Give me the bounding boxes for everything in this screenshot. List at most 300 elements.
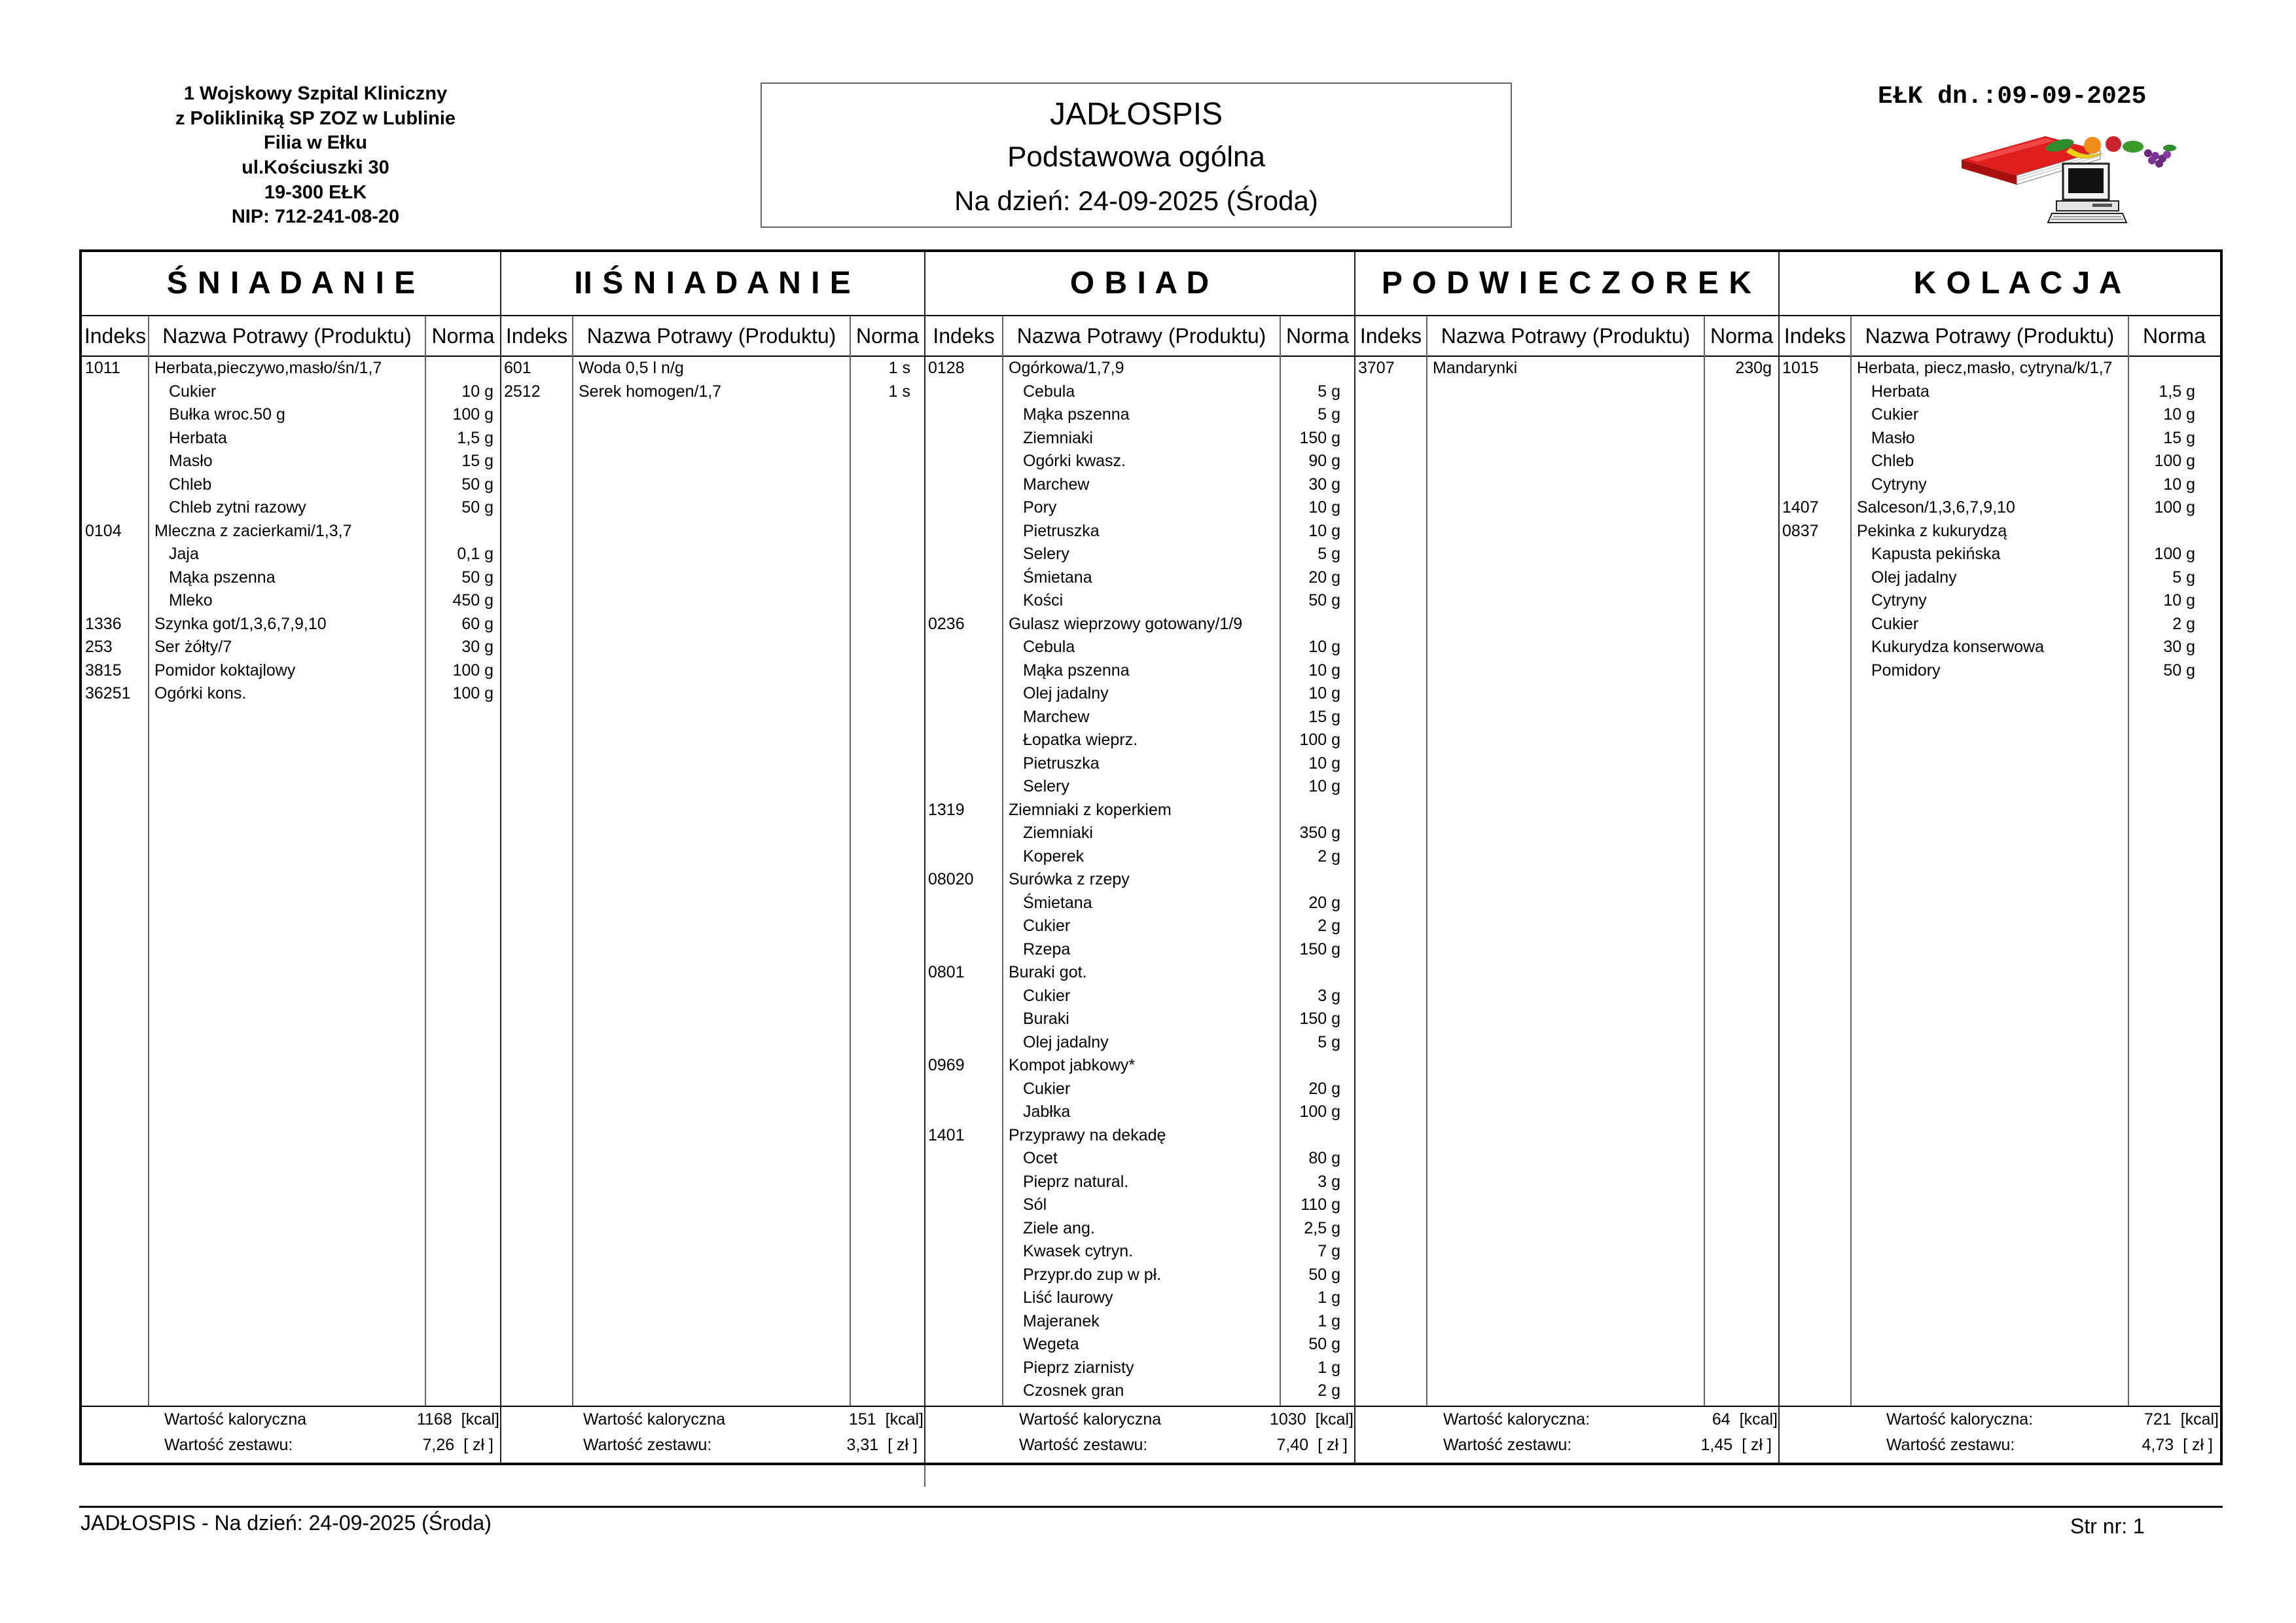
ingredient-row xyxy=(925,682,1355,706)
calorie-unit: [kcal] xyxy=(885,1410,924,1429)
calorie-value: 64 xyxy=(1712,1410,1731,1429)
ingredient-name: Czosnek gran xyxy=(1023,1381,1124,1400)
norma-value xyxy=(1280,1124,1355,1148)
dish-index xyxy=(925,682,1003,706)
norma-value: 100 g xyxy=(2154,545,2195,563)
dish-name: Ogórki kons. xyxy=(154,684,247,702)
dish-index xyxy=(925,566,1003,590)
dish-index xyxy=(1779,427,1851,450)
norma-value: 1 s xyxy=(888,382,910,401)
ingredient-row xyxy=(925,845,1355,869)
column-header-name: Nazwa Potrawy (Produktu) xyxy=(162,324,412,348)
norma-value: 20 g xyxy=(1308,568,1340,587)
norma-value: 20 g xyxy=(1308,893,1340,912)
ingredient-name: Ziele ang. xyxy=(1023,1218,1095,1237)
dish-name: Kompot jabkowy* xyxy=(1009,1056,1136,1074)
dish-name: Woda 0,5 l n/g xyxy=(579,359,684,377)
norma-value xyxy=(425,357,501,380)
ingredient-name: Wegeta xyxy=(1023,1335,1079,1353)
ingredient-name: Śmietana xyxy=(1023,568,1092,587)
ingredient-name: Mąka pszenna xyxy=(1023,405,1130,424)
dish-name: Mleczna z zacierkami/1,3,7 xyxy=(154,521,352,540)
ingredient-row xyxy=(925,1264,1355,1287)
column-header-name: Nazwa Potrawy (Produktu) xyxy=(1865,324,2115,348)
norma-value: 15 g xyxy=(2163,428,2195,447)
ingredient-name: Mąka pszenna xyxy=(1023,661,1130,680)
place-and-issue-date: EŁK dn.:09-09-2025 xyxy=(1878,82,2147,111)
ingredient-name: Selery xyxy=(1023,545,1069,563)
norma-value: 10 g xyxy=(1308,661,1340,680)
dish-index xyxy=(925,1031,1003,1055)
dish-row xyxy=(82,613,501,636)
norma-value xyxy=(425,520,501,543)
norma-value: 100 g xyxy=(2154,452,2195,470)
norma-value: 2,5 g xyxy=(1304,1218,1340,1237)
dish-index xyxy=(925,1147,1003,1171)
dish-index xyxy=(1779,566,1851,590)
norma-value: 10 g xyxy=(2163,475,2195,494)
ingredient-row xyxy=(925,1008,1355,1031)
norma-value: 50 g xyxy=(1308,1265,1340,1284)
dish-index: 3815 xyxy=(85,661,122,680)
ingredient-row xyxy=(925,729,1355,752)
ingredient-row xyxy=(1779,636,2220,659)
norma-value xyxy=(2128,520,2220,543)
norma-value: 110 g xyxy=(1300,1195,1340,1214)
dish-index xyxy=(925,1240,1003,1264)
dish-index xyxy=(925,659,1003,683)
ingredient-row xyxy=(925,1101,1355,1124)
hospital-branch: Filia w Ełku xyxy=(264,132,367,154)
ingredient-row xyxy=(1779,566,2220,590)
dish-index xyxy=(925,589,1003,613)
ingredient-row xyxy=(925,1078,1355,1101)
calorie-value: 1030 xyxy=(1270,1410,1306,1429)
dish-row xyxy=(925,613,1355,636)
dish-index xyxy=(925,1217,1003,1241)
dish-index xyxy=(1779,450,1851,473)
ingredient-row xyxy=(925,520,1355,543)
dish-index xyxy=(1779,403,1851,427)
document-title: JADŁOSPIS xyxy=(1049,97,1223,132)
norma-value: 15 g xyxy=(1308,707,1340,726)
ingredient-name: Kukurydza konserwowa xyxy=(1871,638,2045,656)
dish-index xyxy=(925,1310,1003,1334)
dish-index xyxy=(925,520,1003,543)
ingredient-name: Kości xyxy=(1023,591,1064,610)
cost-summary xyxy=(925,1432,1355,1458)
norma-value xyxy=(1280,868,1355,892)
second-breakfast-section xyxy=(501,252,925,1463)
dish-name: Herbata, piecz,masło, cytryna/k/1,7 xyxy=(1857,359,2113,377)
column-header-index: Indeks xyxy=(1359,324,1422,348)
ingredient-name: Chleb xyxy=(169,475,212,494)
dish-index: 601 xyxy=(504,359,531,377)
dish-row xyxy=(82,357,501,380)
ingredient-name: Mąka pszenna xyxy=(169,568,276,587)
ingredient-name: Ziemniaki xyxy=(1023,428,1093,447)
norma-value: 30 g xyxy=(2163,638,2195,656)
norma-value: 5 g xyxy=(1318,405,1340,424)
afternoon-snack-section xyxy=(1355,252,1779,1463)
cost-unit: [ zł ] xyxy=(463,1436,493,1454)
section-body xyxy=(1779,357,2220,1406)
dish-row xyxy=(82,659,501,683)
norma-value: 10 g xyxy=(1308,777,1340,795)
ingredient-name: Olej jadalny xyxy=(1871,568,1957,587)
norma-value: 60 g xyxy=(461,614,493,633)
ingredient-name: Kapusta pekińska xyxy=(1871,545,2001,563)
ingredient-name: Masło xyxy=(169,452,213,470)
dish-index: 0128 xyxy=(928,359,965,377)
column-header-norma: Norma xyxy=(431,324,495,348)
cost-value: 7,40 xyxy=(1276,1436,1309,1454)
norma-value xyxy=(2128,357,2220,380)
meal-title: O B I A D xyxy=(1069,266,1210,301)
ingredient-row xyxy=(925,915,1355,938)
norma-value: 150 g xyxy=(1299,939,1340,958)
dish-index: 1011 xyxy=(85,359,120,377)
ingredient-name: Cukier xyxy=(1871,614,1919,633)
ingredient-name: Cukier xyxy=(1871,405,1919,424)
norma-value: 2 g xyxy=(1318,917,1340,935)
norma-value: 50 g xyxy=(1308,1335,1340,1353)
dish-index xyxy=(1779,543,1851,566)
dish-index xyxy=(925,892,1003,915)
ingredient-row xyxy=(1779,659,2220,683)
norma-value: 10 g xyxy=(1308,638,1340,656)
page-number: Str nr: 1 xyxy=(2070,1514,2145,1538)
title-box xyxy=(761,82,1512,228)
dish-index xyxy=(925,822,1003,845)
dish-index: 0837 xyxy=(1782,521,1819,540)
dish-name: Mandarynki xyxy=(1433,359,1518,377)
ingredient-name: Bułka wroc.50 g xyxy=(169,405,285,424)
column-header-name: Nazwa Potrawy (Produktu) xyxy=(1016,324,1266,348)
norma-value: 3 g xyxy=(1318,986,1340,1005)
norma-value: 100 g xyxy=(1299,731,1340,749)
ingredient-row xyxy=(925,450,1355,473)
norma-value: 1 g xyxy=(1318,1311,1340,1330)
ingredient-row xyxy=(925,380,1355,404)
dish-index: 1336 xyxy=(85,614,122,633)
breakfast-section xyxy=(82,252,501,1463)
ingredient-name: Rzepa xyxy=(1023,939,1071,958)
norma-value xyxy=(1280,799,1355,822)
dish-row xyxy=(1779,357,2220,380)
ingredient-row xyxy=(925,938,1355,962)
calorie-unit: [kcal] xyxy=(1739,1410,1778,1429)
ingredient-name: Przypr.do zup w pł. xyxy=(1023,1265,1162,1284)
ingredient-row xyxy=(82,566,501,590)
dish-row xyxy=(925,357,1355,380)
dish-index xyxy=(925,1379,1003,1403)
cost-label: Wartość zestawu: xyxy=(164,1436,293,1454)
ingredient-row xyxy=(925,496,1355,520)
ingredient-name: Majeranek xyxy=(1023,1311,1100,1330)
column-header-index: Indeks xyxy=(505,324,568,348)
dish-index: 1015 xyxy=(1782,359,1819,377)
ingredient-row xyxy=(925,1217,1355,1241)
dish-index xyxy=(1779,636,1851,659)
ingredient-row xyxy=(925,659,1355,683)
dish-index xyxy=(925,1078,1003,1101)
column-header-index: Indeks xyxy=(933,324,995,348)
dish-index xyxy=(925,636,1003,659)
calorie-label: Wartość kaloryczna xyxy=(1019,1410,1162,1429)
dish-index xyxy=(82,566,149,590)
norma-value: 150 g xyxy=(1299,428,1340,447)
ingredient-row xyxy=(925,1240,1355,1264)
ingredient-name: Ogórki kwasz. xyxy=(1023,452,1126,470)
supper-section xyxy=(1779,252,2220,1463)
norma-value: 100 g xyxy=(452,684,493,702)
dish-row xyxy=(501,380,925,404)
norma-value: 30 g xyxy=(1308,475,1340,494)
calorie-value: 721 xyxy=(2144,1410,2172,1429)
dish-index: 253 xyxy=(85,638,113,656)
ingredient-row xyxy=(925,1357,1355,1380)
column-header-row xyxy=(1779,316,2220,356)
cost-unit: [ zł ] xyxy=(1318,1436,1348,1454)
ingredient-row xyxy=(82,589,501,613)
column-header-row xyxy=(925,316,1355,356)
ingredient-name: Cukier xyxy=(1023,986,1071,1005)
dish-index: 0969 xyxy=(928,1056,965,1074)
calorie-unit: [kcal] xyxy=(2180,1410,2219,1429)
norma-value: 50 g xyxy=(461,568,493,587)
dish-index xyxy=(925,543,1003,566)
ingredient-name: Olej jadalny xyxy=(1023,684,1109,702)
dish-name: Ziemniaki z koperkiem xyxy=(1009,800,1172,819)
column-header-row xyxy=(82,316,501,356)
dish-index xyxy=(925,496,1003,520)
cost-summary xyxy=(82,1432,501,1458)
dish-index: 36251 xyxy=(85,684,131,702)
norma-value xyxy=(1280,1054,1355,1078)
calorie-unit: [kcal] xyxy=(1315,1410,1354,1429)
hospital-address-block xyxy=(132,82,499,230)
ingredient-row xyxy=(82,450,501,473)
norma-value: 30 g xyxy=(461,638,493,656)
column-header-index: Indeks xyxy=(1784,324,1846,348)
ingredient-name: Śmietana xyxy=(1023,893,1092,912)
dish-index xyxy=(925,938,1003,962)
ingredient-name: Cebula xyxy=(1023,382,1075,401)
dish-row xyxy=(82,520,501,543)
hospital-street: ul.Kościuszki 30 xyxy=(242,157,389,179)
ingredient-row xyxy=(925,1194,1355,1217)
ingredient-name: Jabłka xyxy=(1023,1103,1071,1121)
dish-index xyxy=(82,543,149,566)
norma-value: 150 g xyxy=(1299,1010,1340,1028)
dish-name: Buraki got. xyxy=(1009,963,1087,981)
ingredient-name: Chleb xyxy=(1871,452,1914,470)
ingredient-name: Mleko xyxy=(169,591,213,610)
ingredient-row xyxy=(82,380,501,404)
ingredient-row xyxy=(925,822,1355,845)
dish-index: 0236 xyxy=(928,614,965,633)
norma-value: 90 g xyxy=(1308,452,1340,470)
dish-index: 08020 xyxy=(928,870,974,888)
calorie-unit: [kcal] xyxy=(461,1410,499,1429)
hospital-name: 1 Wojskowy Szpital Kliniczny xyxy=(183,83,448,104)
norma-value: 100 g xyxy=(452,405,493,424)
norma-value: 2 g xyxy=(2172,614,2195,633)
dish-index xyxy=(925,752,1003,776)
norma-value: 100 g xyxy=(2154,498,2195,517)
ingredient-row xyxy=(1779,427,2220,450)
dish-index: 0801 xyxy=(928,963,965,981)
dish-index: 1401 xyxy=(928,1125,965,1144)
ingredient-row xyxy=(925,636,1355,659)
norma-value xyxy=(1280,357,1355,380)
norma-value: 50 g xyxy=(461,498,493,517)
ingredient-name: Pomidory xyxy=(1871,661,1941,680)
ingredient-name: Olej jadalny xyxy=(1023,1032,1109,1051)
dish-row xyxy=(82,682,501,706)
dish-index xyxy=(925,1286,1003,1310)
dish-index xyxy=(925,1008,1003,1031)
dish-index: 2512 xyxy=(504,382,541,401)
ingredient-name: Kwasek cytryn. xyxy=(1023,1242,1134,1260)
ingredient-row xyxy=(1779,403,2220,427)
ingredient-name: Herbata xyxy=(169,428,227,447)
norma-value: 1 s xyxy=(888,359,910,377)
ingredient-name: Ziemniaki xyxy=(1023,824,1093,842)
dish-name: Ser żółty/7 xyxy=(154,638,232,656)
norma-value: 50 g xyxy=(461,475,493,494)
norma-value: 1 g xyxy=(1318,1288,1340,1307)
norma-value: 1,5 g xyxy=(2159,382,2195,401)
section-body xyxy=(1355,357,1779,1406)
ingredient-row xyxy=(925,473,1355,497)
dish-row xyxy=(925,1054,1355,1078)
ingredient-name: Marchew xyxy=(1023,475,1090,494)
cost-label: Wartość zestawu: xyxy=(1019,1436,1148,1454)
norma-value: 1,5 g xyxy=(457,428,493,447)
column-header-row xyxy=(1355,316,1779,356)
cost-value: 7,26 xyxy=(422,1436,455,1454)
norma-value: 3 g xyxy=(1318,1172,1340,1191)
ingredient-row xyxy=(1779,613,2220,636)
ingredient-row xyxy=(925,1031,1355,1055)
ingredient-name: Cytryny xyxy=(1871,591,1927,610)
dish-index: 1319 xyxy=(928,800,965,819)
ingredient-name: Marchew xyxy=(1023,707,1090,726)
diet-name: Podstawowa ogólna xyxy=(1007,141,1265,173)
dish-index xyxy=(925,473,1003,497)
dish-row xyxy=(501,357,925,380)
ingredient-row xyxy=(925,1147,1355,1171)
dish-index: 0104 xyxy=(85,521,122,540)
norma-value: 50 g xyxy=(1308,591,1340,610)
calorie-label: Wartość kaloryczna xyxy=(164,1410,307,1429)
lunch-section xyxy=(925,252,1355,1463)
dish-name: Surówka z rzepy xyxy=(1009,870,1130,888)
dish-index xyxy=(925,1101,1003,1124)
ingredient-name: Sól xyxy=(1023,1195,1047,1214)
ingredient-row xyxy=(925,427,1355,450)
ingredient-name: Liść laurowy xyxy=(1023,1288,1113,1307)
cost-value: 3,31 xyxy=(846,1436,879,1454)
ingredient-name: Pietruszka xyxy=(1023,754,1100,773)
calorie-value: 151 xyxy=(848,1410,876,1429)
norma-value: 15 g xyxy=(461,452,493,470)
cost-value: 4,73 xyxy=(2142,1436,2174,1454)
dish-name: Pomidor koktajlowy xyxy=(154,661,296,680)
dish-index xyxy=(925,1194,1003,1217)
norma-value: 100 g xyxy=(452,661,493,680)
dish-row xyxy=(1355,357,1779,380)
dish-index xyxy=(82,496,149,520)
norma-value: 5 g xyxy=(2172,568,2195,587)
dish-index xyxy=(925,1357,1003,1380)
cost-summary xyxy=(1779,1432,2220,1458)
dish-row xyxy=(925,1124,1355,1148)
dish-row xyxy=(82,636,501,659)
ingredient-row xyxy=(82,403,501,427)
cost-unit: [ zł ] xyxy=(1742,1436,1772,1454)
dish-index xyxy=(925,1264,1003,1287)
norma-value: 10 g xyxy=(2163,405,2195,424)
dish-row xyxy=(925,868,1355,892)
ingredient-name: Pietruszka xyxy=(1023,521,1100,540)
section-body xyxy=(501,357,925,1406)
ingredient-name: Pory xyxy=(1023,498,1057,517)
ingredient-row xyxy=(1779,543,2220,566)
meal-title: II Ś N I A D A N I E xyxy=(574,266,852,301)
ingredient-name: Cukier xyxy=(169,382,217,401)
ingredient-name: Selery xyxy=(1023,777,1069,795)
hospital-nip: NIP: 712-241-08-20 xyxy=(231,206,400,228)
dish-index xyxy=(925,706,1003,729)
dish-name: Szynka got/1,3,6,7,9,10 xyxy=(154,614,327,633)
dish-index xyxy=(82,589,149,613)
norma-value: 0,1 g xyxy=(457,545,493,563)
ingredient-row xyxy=(1779,450,2220,473)
ingredient-name: Cukier xyxy=(1023,1079,1071,1098)
calorie-label: Wartość kaloryczna: xyxy=(1443,1410,1590,1429)
dish-index xyxy=(925,729,1003,752)
ingredient-row xyxy=(925,1286,1355,1310)
norma-value: 50 g xyxy=(2163,661,2195,680)
column-header-norma: Norma xyxy=(2142,324,2206,348)
ingredient-name: Jaja xyxy=(169,545,199,563)
dish-name: Pekinka z kukurydzą xyxy=(1857,521,2007,540)
cost-label: Wartość zestawu: xyxy=(583,1436,712,1454)
dish-index xyxy=(1779,380,1851,404)
ingredient-row xyxy=(1779,473,2220,497)
norma-value: 7 g xyxy=(1318,1242,1340,1260)
cost-unit: [ zł ] xyxy=(888,1436,918,1454)
ingredient-row xyxy=(925,1171,1355,1194)
dish-index xyxy=(925,775,1003,799)
ingredient-name: Cebula xyxy=(1023,638,1075,656)
column-header-index: Indeks xyxy=(84,324,147,348)
norma-value: 10 g xyxy=(1308,498,1340,517)
dish-index xyxy=(82,427,149,450)
ingredient-name: Chleb zytni razowy xyxy=(169,498,306,517)
dish-name: Serek homogen/1,7 xyxy=(579,382,722,401)
calorie-summary xyxy=(1779,1407,2220,1432)
calorie-summary xyxy=(501,1407,925,1432)
norma-value: 1 g xyxy=(1318,1358,1340,1377)
calorie-summary xyxy=(1355,1407,1779,1432)
ingredient-row xyxy=(1779,380,2220,404)
ingredient-row xyxy=(925,775,1355,799)
ingredient-row xyxy=(925,892,1355,915)
